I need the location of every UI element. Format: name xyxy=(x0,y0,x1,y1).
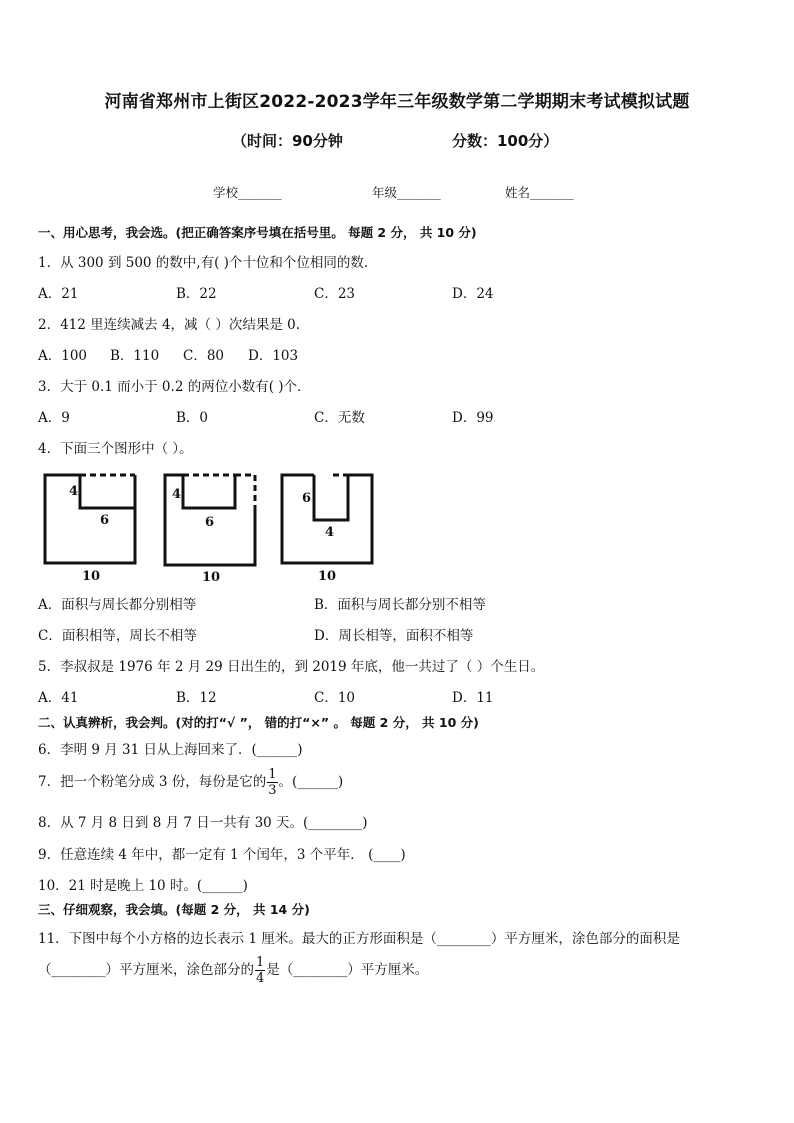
figure-2 xyxy=(165,475,255,585)
question-4: 4．下面三个图形中（ ）。 xyxy=(38,441,193,457)
question-1: 1．从 300 到 500 的数中,有( )个十位和个位相同的数． xyxy=(38,255,378,271)
figure-1 xyxy=(45,475,135,584)
name-field: 姓名_______ xyxy=(505,185,574,200)
question-3: 3．大于 0.1 而小于 0.2 的两位小数有( )个． xyxy=(38,379,311,395)
question-8: 8．从 7 月 8 日到 8 月 7 日一共有 30 天。(________) xyxy=(38,815,368,831)
question-7-pre: 7．把一个粉笔分成 3 份，每份是它的 xyxy=(38,774,267,790)
figure-1-label-a: 4 xyxy=(69,484,79,499)
q4-option-a: A．面积与周长都分别相等 xyxy=(38,597,197,613)
question-5: 5．李叔叔是 1976 年 2 月 29 日出生的，到 2019 年底，他一共过了（ ）个生日。 xyxy=(38,659,545,675)
fraction-numerator: 1 xyxy=(256,955,265,970)
fraction-denominator: 4 xyxy=(256,971,265,986)
q3-option-c: C．无数 xyxy=(314,410,365,426)
question-11-post: 是（________）平方厘米。 xyxy=(266,962,429,978)
question-10: 10．21 时是晚上 10 时。(______) xyxy=(38,878,248,894)
figure-3-label-c: 10 xyxy=(318,569,337,584)
question-6: 6．李明 9 月 31 日从上海回来了．(______) xyxy=(38,742,303,758)
q1-option-c: C．23 xyxy=(314,286,356,302)
fraction-numerator: 1 xyxy=(268,767,277,782)
q2-option-a: A．100 xyxy=(38,348,88,364)
figure-1-label-b: 6 xyxy=(100,513,110,528)
question-9: 9．任意连续 4 年中，都一定有 1 个闰年，3 个平年． (____) xyxy=(38,847,406,863)
figure-2-label-a: 4 xyxy=(172,487,182,502)
q1-option-b: B．22 xyxy=(176,286,217,302)
question-7-post: 。(______) xyxy=(278,774,344,790)
figure-2-label-c: 10 xyxy=(202,570,221,585)
q4-option-d: D．周长相等，面积不相等 xyxy=(314,628,474,644)
page-title: 河南省郑州市上街区2022-2023学年三年级数学第二学期期末考试模拟试题 xyxy=(104,92,690,112)
question-11-line-1: 11．下图中每个小方格的边长表示 1 厘米。最大的正方形面积是（________）平方厘米，涂色部分的面积是 xyxy=(38,931,680,947)
q5-option-b: B．12 xyxy=(176,690,217,706)
fraction-one-quarter xyxy=(255,956,265,985)
section-3-heading: 三、仔细观察，我会填。(每题 2 分， 共 14 分) xyxy=(38,902,310,917)
section-1-heading: 一、用心思考，我会选。(把正确答案序号填在括号里。 每题 2 分， 共 10 分) xyxy=(38,225,477,240)
grade-field: 年级_______ xyxy=(372,185,441,200)
q5-option-c: C．10 xyxy=(314,690,356,706)
question-7 xyxy=(38,768,343,797)
q4-option-c: C．面积相等，周长不相等 xyxy=(38,628,197,644)
figure-2-label-b: 6 xyxy=(205,515,215,530)
q3-option-a: A．9 xyxy=(38,410,70,426)
q2-option-b: B．110 xyxy=(110,348,160,364)
question-11-line-2 xyxy=(38,956,428,985)
question-2: 2．412 里连续减去 4，减（ ）次结果是 0. xyxy=(38,317,300,333)
q1-option-d: D．24 xyxy=(452,286,494,302)
q1-option-a: A．21 xyxy=(38,286,79,302)
exam-time: （时间：90分钟 xyxy=(232,132,343,150)
q3-option-b: B．0 xyxy=(176,410,209,426)
q2-option-d: D．103 xyxy=(248,348,299,364)
section-2-heading: 二、认真辨析，我会判。(对的打“√ ”， 错的打“×” 。 每题 2 分， 共 10 分) xyxy=(38,715,479,730)
fraction-one-third xyxy=(267,768,277,797)
fraction-denominator: 3 xyxy=(268,783,277,798)
q3-option-d: D．99 xyxy=(452,410,494,426)
question-11-pre: （________）平方厘米，涂色部分的 xyxy=(38,962,254,978)
q2-option-c: C．80 xyxy=(183,348,225,364)
q4-option-b: B．面积与周长都分别不相等 xyxy=(314,597,486,613)
q5-option-d: D．11 xyxy=(452,690,494,706)
school-field: 学校_______ xyxy=(213,185,282,200)
q5-option-a: A．41 xyxy=(38,690,79,706)
figure-3-label-b: 4 xyxy=(325,525,335,540)
figure-3 xyxy=(282,475,372,584)
q4-figures xyxy=(38,468,388,586)
exam-score: 分数：100分） xyxy=(452,132,559,150)
figure-3-label-a: 6 xyxy=(302,491,312,506)
figure-1-label-c: 10 xyxy=(82,569,101,584)
